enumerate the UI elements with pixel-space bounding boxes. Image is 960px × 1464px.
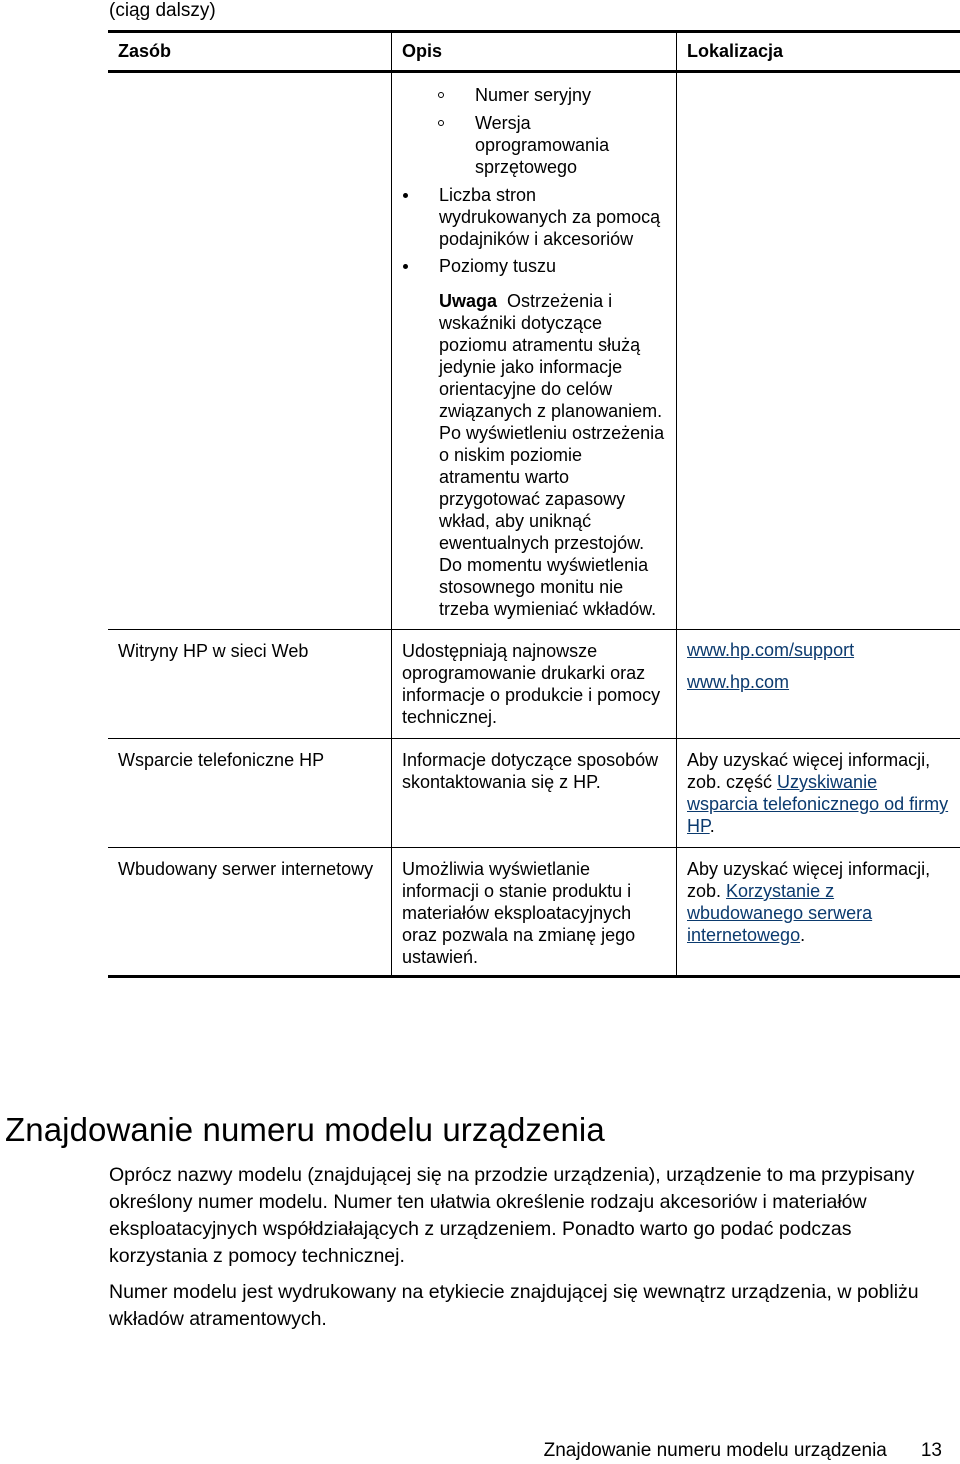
hollow-bullet-icon [438,92,444,98]
header-resource: Zasób [108,32,392,72]
location-cell: Aby uzyskać więcej informacji, zob. część Uzyskiwanie wsparcia telefonicznego od firmy HP. [677,739,960,848]
table-row [108,630,960,739]
hollow-bullet-icon [438,120,444,126]
list-item: Liczba stron wydrukowanych za pomocą podajników i akcesoriów [402,184,666,250]
bullet-icon [403,264,408,269]
location-cell [677,72,960,630]
table-row [108,72,960,630]
bullet-list [402,184,666,277]
description-cell: Informacje dotyczące sposobów skontaktowania się z HP. [392,739,677,848]
note [402,290,666,620]
table-row [108,739,960,848]
resource-cell: Wsparcie telefoniczne HP [108,739,392,848]
phone-support-link[interactable]: Uzyskiwanie wsparcia telefonicznego od firmy HP [687,772,949,836]
footer-title: Znajdowanie numeru modelu urządzenia [543,1440,887,1461]
resources-table [108,30,960,978]
location-cell: Aby uzyskać więcej informacji, zob. Korzystanie z wbudowanego serwera internetowego. [677,848,960,977]
bullet-icon [403,193,408,198]
section-title: Znajdowanie numeru modelu urządzenia [5,1111,605,1148]
resource-cell: Wbudowany serwer internetowy [108,848,392,977]
hp-home-link[interactable]: www.hp.com [687,672,790,692]
hp-support-link[interactable]: www.hp.com/support [687,640,855,660]
embedded-server-link[interactable]: Korzystanie z wbudowanego serwera internetowego [687,881,873,945]
table-header-row [108,32,960,72]
location-cell [677,630,960,739]
note-text: Ostrzeżenia i wskaźniki dotyczące poziomu atramentu służą jedynie jako informacje orientacyjne do celów związanych z planowaniem. Po wyświetleniu ostrzeżenia o niskim poziomie atramentu warto przygotować zapasowy wkład, aby uniknąć ewentualnych przestojów. Do momentu wyświetlenia stosownego monitu nie trzeba wymieniać wkładów. [439,291,665,619]
page-number: 13 [920,1440,942,1461]
description-cell [392,72,677,630]
continued-label: (ciąg dalszy) [109,0,216,21]
note-label: Uwaga [439,291,498,311]
description-cell: Udostępniają najnowsze oprogramowanie drukarki oraz informacje o produkcie i pomocy technicznej. [392,630,677,739]
header-location: Lokalizacja [677,32,960,72]
list-item: Wersja oprogramowania sprzętowego [438,112,666,178]
description-cell: Umożliwia wyświetlanie informacji o stanie produktu i materiałów eksploatacyjnych oraz pozwala na zmianę jego ustawień. [392,848,677,977]
resource-cell [108,72,392,630]
resource-cell: Witryny HP w sieci Web [108,630,392,739]
header-description: Opis [392,32,677,72]
sub-bullet-list [402,84,666,178]
section-paragraph: Numer modelu jest wydrukowany na etykiecie znajdującej się wewnątrz urządzenia, w pobliżu wkładów atramentowych. [109,1281,919,1330]
table-row [108,848,960,977]
section-paragraph: Oprócz nazwy modelu (znajdującej się na przodzie urządzenia), urządzenie to ma przypisany określony numer modelu. Numer ten ułatwia określenie rodzaju akcesoriów i materiałów eksploatacyjnych współdziałających z urządzeniem. Ponadto warto go podać podczas korzystania z pomocy technicznej. [109,1164,915,1267]
list-item: Numer seryjny [438,84,666,106]
page-footer [544,1440,942,1462]
list-item: Poziomy tuszu [402,255,666,277]
